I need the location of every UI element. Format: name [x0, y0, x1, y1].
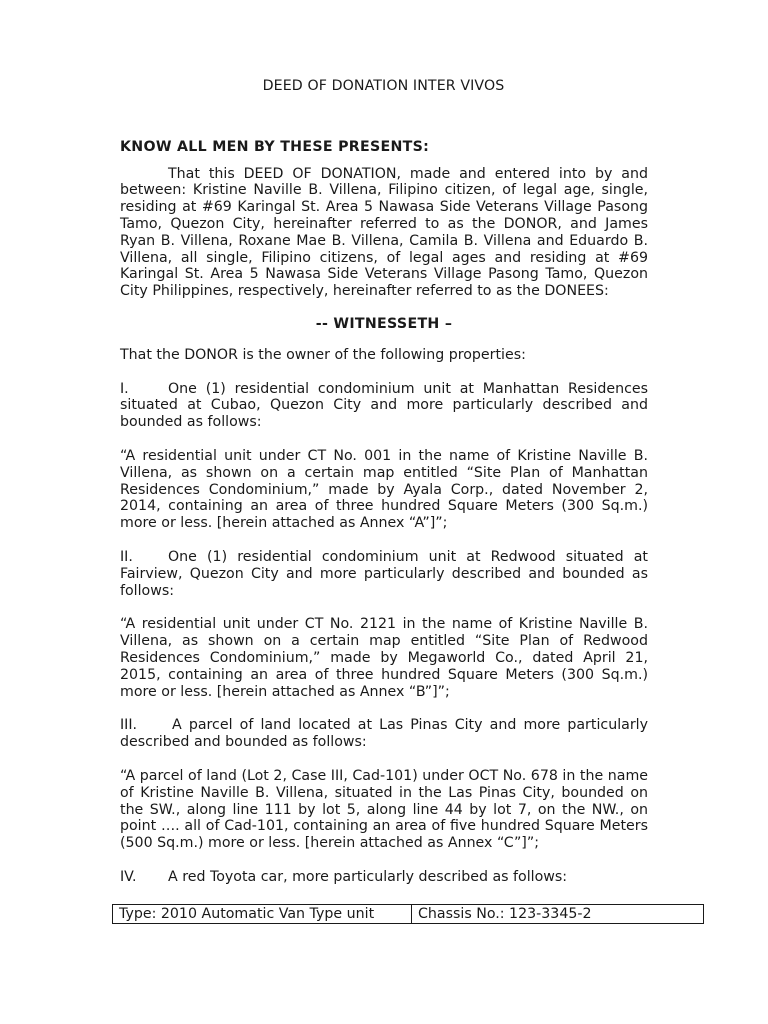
- car-details-row: [113, 905, 704, 924]
- item-1: [120, 381, 648, 431]
- item-2: [120, 549, 648, 599]
- item-2-numeral: II.: [120, 548, 133, 565]
- item-4: [120, 869, 648, 886]
- item-3-numeral: III.: [120, 717, 138, 734]
- item-4-numeral: IV.: [120, 868, 137, 885]
- owner-statement: That the DONOR is the owner of the following properties:: [120, 346, 526, 363]
- car-details-table: [112, 904, 704, 924]
- item-2-quote: “A residential unit under CT No. 2121 in the name of Kristine Naville B. Villena, as shown on a certain map entitled “Site Plan of Redwood Residences Condominium,” made by Megaworld Co., dated April 21, 2015, containing an area of three hundred Square Meters (300 Sq.m.) more or less. [herein attached as Annex “B”]”;: [120, 616, 648, 700]
- document-title: DEED OF DONATION INTER VIVOS: [262, 78, 505, 94]
- item-4-text: A red Toyota car, more particularly described as follows:: [168, 868, 568, 885]
- item-1-quote: “A residential unit under CT No. 001 in the name of Kristine Naville B. Villena, as shown on a certain map entitled “Site Plan of Manhattan Residences Condominium,” made by Ayala Corp., dated November 2, 2014, containing an area of three hundred Square Meters (300 Sq.m.) more or less. [herein attached as Annex “A”]”;: [120, 447, 648, 532]
- item-3: [120, 717, 648, 751]
- item-3-quote: “A parcel of land (Lot 2, Case III, Cad-101) under OCT No. 678 in the name of Kristine Naville B. Villena, situated in the Las Pinas City, bounded on the SW., along line 111 by lot 5, along line 44 by lot 7, on the NW., on point …. all of Cad-101, containing an area of five hundred Square Meters (500 Sq.m.) more or less. [herein attached as Annex “C”]”;: [120, 767, 648, 852]
- document-heading: KNOW ALL MEN BY THESE PRESENTS:: [120, 138, 430, 155]
- item-3-text: A parcel of land located at Las Pinas City and more particularly described and bounded as follows:: [120, 717, 648, 751]
- item-1-numeral: I.: [120, 380, 129, 397]
- car-chassis-cell: Chassis No.: 123-3345-2: [412, 905, 704, 924]
- item-1-text: One (1) residential condominium unit at Manhattan Residences situated at Cubao, Quezon City and more particularly described and bounded as follows:: [120, 380, 648, 431]
- car-type-cell: Type: 2010 Automatic Van Type unit: [113, 905, 412, 924]
- document-page: [120, 70, 648, 886]
- witnesseth-heading: -- WITNESSETH –: [315, 315, 453, 332]
- item-2-text: One (1) residential condominium unit at Redwood situated at Fairview, Quezon City and more particularly described and bounded as follows:: [120, 548, 648, 599]
- intro-paragraph: That this DEED OF DONATION, made and entered into by and between: Kristine Naville B. Villena, Filipino citizen, of legal age, single, residing at #69 Karingal St. Area 5 Nawasa Side Veterans Village Pasong Tamo, Quezon City, hereinafter referred to as the DONOR, and James Ryan B. Villena, Roxane Mae B. Villena, Camila B. Villena and Eduardo B. Villena, all single, Filipino citizens, of legal ages and residing at #69 Karingal St. Area 5 Nawasa Side Veterans Village Pasong Tamo, Quezon City Philippines, respectively, hereinafter referred to as the DONEES:: [120, 165, 648, 300]
